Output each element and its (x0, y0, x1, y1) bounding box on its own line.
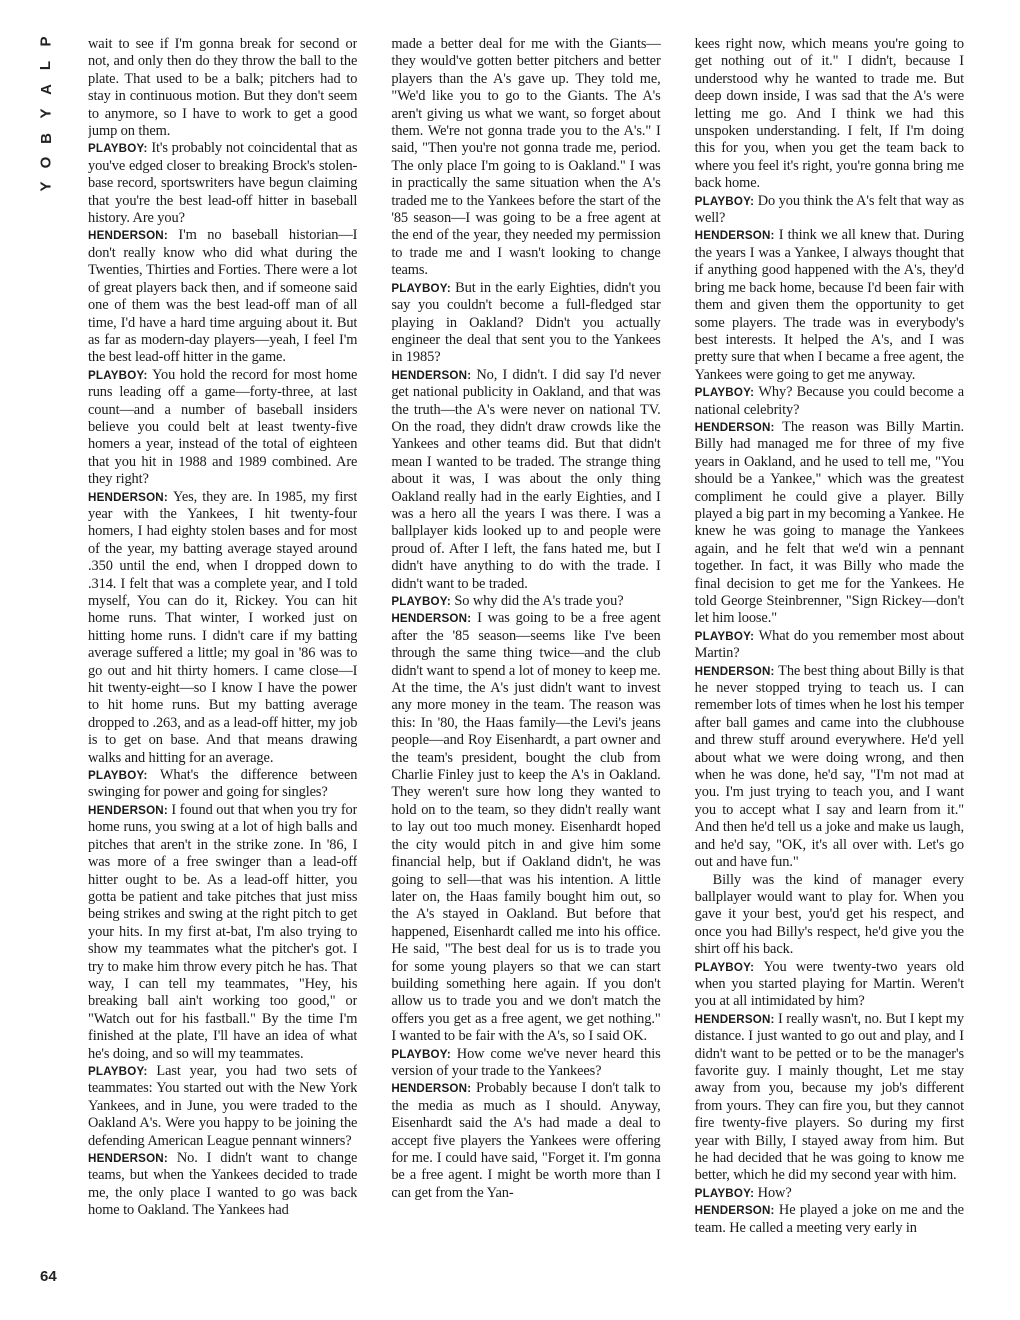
speaker-label: PLAYBOY: (88, 1064, 148, 1078)
paragraph-text: made a better deal for me with the Giants—they would've gotten better pitchers and better players than the A's gave up. They told me, "We'd like you to go to the Giants. The A's aren't giving us what we want, so forget about them. We're not gonna trade you to the A's." I said, "Then you're not gonna trade me, period. The only place I'm going to is Oakland." I was in practically the same situation when the A's traded me to the Yankees before the start of the '85 season—I was going to be a free agent at the end of the year, they needed my permission to trade me and I wasn't looking to change teams. (391, 36, 661, 279)
paragraph-text: What do you remember most about Martin? (694, 627, 964, 662)
paragraph-text: How come we've never heard this version of your trade to the Yankees? (391, 1045, 661, 1079)
side-logo-letter: O (37, 156, 55, 169)
speaker-label: PLAYBOY: (694, 629, 755, 643)
article-paragraph (695, 872, 964, 959)
paragraph-text: Billy was the kind of manager every ballplayer would want to play for. When you gave it your best, you'd get his respect, and once you had Billy's respect, he'd give you the shirt off his back. (694, 871, 964, 958)
speaker-label: HENDERSON: (88, 803, 168, 817)
paragraph-text: No. I didn't want to change teams, but when the Yankees decided to trade me, the only place I wanted to go was back home to Oakland. The Yankees had (88, 1150, 358, 1219)
side-logo-letter: Y (37, 108, 55, 119)
paragraph-text: But in the early Eighties, didn't you say you couldn't become a full-fledged star playing in Oakland? Didn't you actually engineer the deal that sent you to the Yankees in 1985? (391, 279, 661, 366)
article-paragraph (88, 1063, 357, 1150)
speaker-label: PLAYBOY: (391, 281, 451, 295)
paragraph-text: Last year, you had two sets of teammates: You started out with the New York Yankees, and in June, you were traded to the Oakland A's. Were you happy to be joining the defending American League pennant winners? (88, 1062, 358, 1149)
speaker-label: HENDERSON: (694, 229, 775, 243)
article-paragraph (88, 767, 357, 802)
paragraph-text: wait to see if I'm gonna break for second or not, and only then do they throw the ball to the plate. That used to be a balk; pitchers had to stay in continuous motion. But they don't seem to anymore, so I have to work to get a good jump on them. (88, 36, 358, 140)
article-paragraph (88, 140, 357, 227)
article-paragraph (695, 1202, 964, 1237)
article-paragraph (88, 802, 357, 1063)
speaker-label: PLAYBOY: (694, 194, 755, 208)
article-paragraph (391, 280, 660, 367)
article-paragraph (695, 193, 964, 228)
paragraph-text: How? (757, 1184, 792, 1201)
speaker-label: PLAYBOY: (391, 595, 451, 608)
speaker-label: HENDERSON: (694, 1012, 775, 1026)
paragraph-text: Yes, they are. In 1985, my first year with the Yankees, I hit twenty-four homers, I had eighty stolen bases and for most of the year, my batting average stayed around .350 until the end, when I dropped down to .314. I felt that was a complete year, and I told myself, You can do it, Rickey. You can hit home runs. That winter, I worked just on hitting home runs. I didn't care if my batting average suffered a little; my goal in '86 was to go out and hit thirty homers. I came close—I hit twenty-eight—so I know I have the power to hit home runs. But my batting average dropped to .263, and as a lead-off hitter, my job is to get on base. And that means drawing walks and hitting for an average. (88, 488, 358, 766)
paragraph-text: It's probably not coincidental that as you've edged closer to breaking Brock's stolen-base record, sportswriters have begun claiming that you're the best lead-off hitter in baseball history. Are you? (88, 140, 358, 227)
article-paragraph (695, 36, 964, 193)
article-paragraph (695, 227, 964, 384)
paragraph-text: Probably because I don't talk to the media as much as I should. Anyway, Eisenhardt said the A's had made a deal to accept five players the Yankees were offering for me. I could have said, "Forget it. I'm gonna be a free agent. I might be worth more than I can get from the Yan- (391, 1080, 661, 1201)
speaker-label: PLAYBOY: (694, 960, 755, 974)
speaker-label: HENDERSON: (694, 664, 775, 678)
speaker-label: PLAYBOY: (88, 368, 148, 382)
speaker-label: PLAYBOY: (694, 386, 755, 400)
article-paragraph (391, 36, 660, 280)
article-columns (88, 36, 964, 1288)
paragraph-text: So why did the A's trade you? (454, 593, 624, 609)
paragraph-text: The best thing about Billy is that he never stopped trying to teach us. I can remember lots of times when he lost his temper after ball games and came into the clubhouse and threw stuff around everywhere. He'd yell about what we were doing wrong, and then when he was done, he'd say, "I'm not mad at you. I'm just trying to teach you, and I want you to accept what I say and learn from it." And then he'd tell us a joke and make us laugh, and he'd say, "OK, it's all over with. Let's go out and have fun." (694, 662, 964, 871)
article-paragraph (695, 663, 964, 872)
article-paragraph (88, 1150, 357, 1220)
speaker-label: HENDERSON: (88, 1152, 168, 1165)
speaker-label: HENDERSON: (694, 420, 775, 434)
paragraph-text: Why? Because you could become a national celebrity? (694, 384, 964, 418)
magazine-side-logo (34, 34, 58, 194)
speaker-label: PLAYBOY: (391, 1047, 451, 1061)
article-paragraph (88, 367, 357, 489)
paragraph-text: I think we all knew that. During the years I was a Yankee, I always thought that if anything good happened with the A's, they'd bring me back home, because I'd been fair with them and given them the opportunity to get some players. The trade was in everybody's best interests. It helped the A's, and I was pretty sure that when I became a free agent, the Yankees were going to get me anyway. (694, 227, 964, 383)
speaker-label: HENDERSON: (391, 368, 472, 382)
paragraph-text: I was going to be a free agent after the '85 season—seems like I've been through the same thing twice—and the club didn't want to spend a lot of money to keep me. At the time, the A's just didn't want to invest any more money in the team. The reason was this: In '80, the Haas family—the Levi's jeans people—and Roy Eisenhardt, a part owner and the team's president, bought the club from Charlie Finley just to keep the A's in Oakland. They weren't sure how long they wanted to hold on to the team, so they didn't really want to lay out too much money. Eisenhardt hoped the city would pitch in and give him some financial help, but if Oakland didn't, he was going to sell—that was his intention. A little later on, the Haas family bought him out, so the A's stayed in Oakland. But before that happened, Eisenhardt called me into his office. He said, "The best deal for us is to trade you for some young players so that we can start building something here again. If you don't allow us to trade you and we don't match the offers you get as a free agent, we get nothing." I wanted to be fair with the A's, so I said OK. (391, 610, 661, 1045)
article-paragraph (695, 1011, 964, 1185)
article-paragraph (391, 1046, 660, 1081)
speaker-label: HENDERSON: (391, 612, 472, 626)
side-logo-letter: Y (37, 181, 55, 192)
paragraph-text: No, I didn't. I did say I'd never get national publicity in Oakland, and that was the truth—the A's were never on national TV. On the road, they didn't draw crowds like the Yankees and other teams did. But that didn't mean I wanted to be traded. The strange thing about it was, I was about the only thing Oakland really had in the early Eighties, and I was a hero all the years I was there. I was a ballplayer kids looked up to and people were proud of. After I left, the fans hated me, but I didn't have anything to do with the trade. I didn't want to be traded. (391, 366, 661, 592)
side-logo-letter: B (37, 132, 55, 144)
article-paragraph (391, 1080, 660, 1202)
article-paragraph (88, 227, 357, 366)
speaker-label: PLAYBOY: (88, 142, 148, 156)
side-logo-letter: A (37, 84, 55, 96)
speaker-label: HENDERSON: (391, 1082, 472, 1096)
side-logo-letter: P (37, 36, 55, 47)
speaker-label: HENDERSON: (88, 229, 168, 243)
paragraph-text: kees right now, which means you're going to get nothing out of it." I didn't, because I understood why he wanted to trade me. But deep down inside, I was sad that the A's were letting me go. And I think we had this unspoken understanding. I felt, If I'm doing this for you, when you get the team back to where you feel it's right, you're gonna bring me back home. (694, 36, 964, 192)
paragraph-text: You hold the record for most home runs leading off a game—forty-three, at last count—and a number of baseball insiders believe you could belt at least twenty-five homers a year, instead of the total of eighteen that you hit in 1988 and 1989 combined. Are they right? (88, 366, 358, 488)
text-column-3 (695, 36, 964, 1288)
paragraph-text: He played a joke on me and the team. He called a meeting very early in (694, 1202, 964, 1236)
speaker-label: HENDERSON: (88, 490, 168, 504)
paragraph-text: I found out that when you try for home runs, you swing at a lot of high balls and pitches that aren't in the strike zone. In '86, I was more of a free swinger than a lead-off hitter ought to be. As a lead-off hitter, you gotta be patient and take pitches that just miss being strikes and swing at the right pitch to get your hits. In my first at-bat, I'm also trying to show my teammates what the pitcher's got. I try to make him throw every pitch he has. That way, I can tell my teammates, "Hey, his breaking ball ain't working too good," or "Watch out for his fastball." By the time I'm finished at the plate, I'll have an idea of what he's doing, and so will my teammates. (88, 801, 358, 1062)
side-logo-letter: L (37, 61, 55, 71)
article-paragraph (391, 367, 660, 593)
paragraph-text: You were twenty-two years old when you started playing for Martin. Weren't you at all intimidated by him? (694, 958, 964, 1010)
speaker-label: HENDERSON: (694, 1204, 775, 1218)
article-paragraph (391, 610, 660, 1045)
article-paragraph (695, 384, 964, 419)
article-paragraph (391, 593, 660, 610)
page-number: 64 (40, 1268, 57, 1285)
paragraph-text: The reason was Billy Martin. Billy had managed me for three of my five years in Oakland, and he used to tell me, "You should be a Yankee," which was the greatest compliment he could give a player. Billy played a big part in my becoming a Yankee. He knew he was going to manage the Yankees again, and he felt that we'd win a pennant together. In fact, it was Billy who made the final decision to get me for the Yankees. He told George Steinbrenner, "Sign Rickey—don't let him loose." (694, 418, 964, 627)
text-column-2 (391, 36, 660, 1288)
speaker-label: PLAYBOY: (694, 1186, 755, 1200)
article-paragraph (695, 959, 964, 1011)
article-paragraph (88, 36, 357, 140)
paragraph-text: Do you think the A's felt that way as well? (694, 192, 964, 227)
article-paragraph (88, 489, 357, 768)
article-paragraph (695, 628, 964, 663)
paragraph-text: What's the difference between swinging for power and going for singles? (88, 767, 358, 801)
paragraph-text: I'm no baseball historian—I don't really know who did what during the Twenties, Thirties and Forties. There were a lot of great players back then, and if someone said one of them was the best lead-off man of all time, I'd have a hard time arguing about it. But as far as modern-day players—yeah, I feel I'm the best lead-off hitter in the game. (88, 227, 358, 366)
text-column-1 (88, 36, 357, 1288)
article-paragraph (695, 1185, 964, 1202)
paragraph-text: I really wasn't, no. But I kept my distance. I just wanted to go out and play, and I didn't want to be petted or to be the manager's favorite guy. I mainly thought, Let me stay away from you, because my job's different from yours. They can fire you, but they cannot fire twenty-five players. So during my first year with Billy, I stayed away from him. But he had decided that he was going to know me better, which he did my second year with him. (694, 1010, 964, 1184)
speaker-label: PLAYBOY: (88, 769, 148, 783)
article-paragraph (695, 419, 964, 628)
